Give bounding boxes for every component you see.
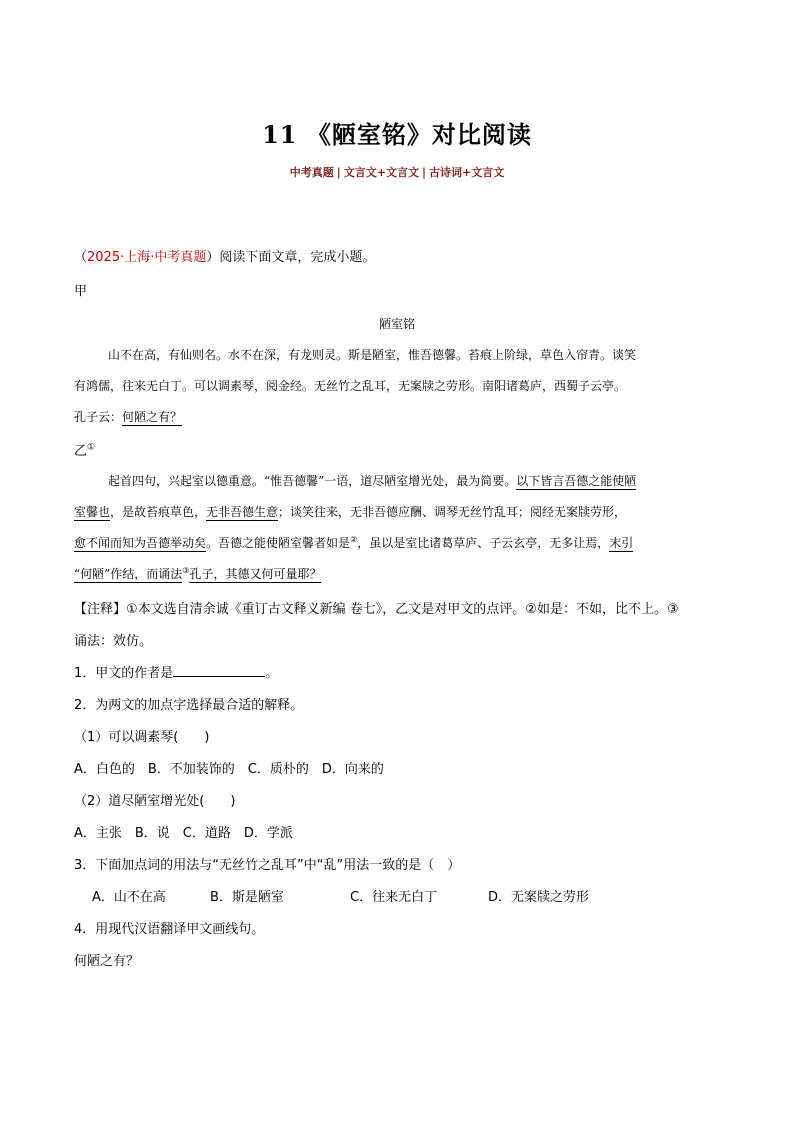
label-jia: 甲: [74, 284, 88, 299]
subtitle-separator: |: [422, 166, 427, 179]
underlined-phrase: 室馨也: [74, 505, 111, 519]
option-b: B．斯是陋室: [210, 890, 284, 905]
instruction: 阅读下面文章，完成小题。: [219, 250, 376, 265]
subtitle-item: 古诗词+文言文: [429, 166, 505, 179]
jia-line-1: 山不在高，有仙则名。水不在深，有龙则灵。斯是陋室，惟吾德馨。苔痕上阶绿，草色入帘青。谈笑: [108, 348, 637, 362]
option-c: C．往来无白丁: [350, 890, 438, 905]
poem-title: 陋室铭: [378, 317, 415, 331]
note-marker: ③: [182, 566, 190, 575]
notes-line-2: 诵法：效仿。: [74, 634, 153, 649]
underlined-phrase: 无非吾德生意: [206, 505, 279, 519]
subtitle: [0, 164, 794, 180]
question-2: 2．为两文的加点字选择最合适的解释。: [74, 698, 304, 713]
yi-line-3-rest: ，虽以是室比诸葛草庐、子云玄亭，无多让焉，: [357, 536, 610, 550]
source-close: ）: [206, 250, 220, 265]
jia-line-3: [74, 408, 182, 425]
question-3: 3．下面加点词的用法与“无丝竹之乱耳”中“乱”用法一致的是（ ）: [74, 858, 461, 873]
yi-line-4: [74, 565, 321, 582]
yi-line-3: [74, 534, 633, 551]
yi-line-2: [74, 503, 626, 520]
yi-line-1-text: 起首四句，兴起室以德重意。“惟吾德馨”一语，道尽陋室增光处，最为简要。: [108, 474, 517, 488]
question-1-end: 。: [265, 666, 279, 681]
underlined-phrase: 孔子，其德又何可量耶？: [189, 567, 322, 581]
yi-line-3-text: 。吾德之能使陋室馨者如是: [206, 536, 351, 550]
question-2-2-options: A．主张 B．说 C．道路 D．学派: [74, 826, 293, 841]
underlined-sentence: 何陋之有？: [122, 410, 183, 424]
source-tag: 2025·上海·中考真题: [87, 250, 207, 265]
yi-line-2-text: ，是故苔痕草色，: [110, 505, 207, 519]
underlined-phrase: 末引: [609, 536, 634, 550]
note-marker: ②: [350, 535, 358, 544]
jia-line-3-prefix: 孔子云：: [74, 410, 123, 424]
question-1: [74, 662, 278, 681]
underlined-phrase: 以下皆言吾德之能使陋: [516, 474, 637, 488]
page-title: 11 《陋室铭》对比阅读: [262, 120, 532, 149]
subtitle-item: 中考真题: [289, 166, 334, 179]
source-line: [74, 246, 375, 265]
jia-line-2: 有鸿儒，往来无白丁。可以调素琴，阅金经。无丝竹之乱耳，无案牍之劳形。南阳诸葛庐，西蜀子云亭。: [74, 379, 627, 393]
option-a: A．山不在高: [92, 890, 166, 905]
question-2-1: （1）可以调素琴( ): [74, 730, 210, 745]
yi-line-1: [108, 472, 636, 489]
question-1-text: 1．甲文的作者是: [74, 666, 174, 681]
subtitle-item: 文言文+文言文: [343, 166, 419, 179]
question-2-1-options: A．白色的 B．不加装饰的 C．质朴的 D．向来的: [74, 762, 384, 777]
label-yi: [74, 440, 95, 459]
answer-blank[interactable]: [173, 664, 265, 677]
underlined-phrase: “何陋”作结，而诵法: [74, 567, 183, 581]
note-marker: ①: [87, 442, 96, 453]
notes-line-1: 【注释】①本文选自清余诚《重订古文释义新编 卷七》，乙文是对甲文的点评。②如是：不如，比不上。③: [74, 602, 679, 617]
question-2-2: （2）道尽陋室增光处( ): [74, 794, 236, 809]
yi-line-2-rest: ；谈笑往来，无非吾德应酬、调琴无丝竹乱耳；阅经无案牍劳形，: [278, 505, 627, 519]
question-4-sentence: 何陋之有？: [74, 954, 140, 969]
yi-label-text: 乙: [74, 444, 88, 459]
source-open: （: [74, 250, 88, 265]
question-4: 4．用现代汉语翻译甲文画线句。: [74, 922, 265, 937]
option-d: D．无案牍之劳形: [488, 890, 590, 905]
subtitle-separator: |: [336, 166, 341, 179]
underlined-phrase: 愈不闻而知为吾德举动矣: [74, 536, 207, 550]
